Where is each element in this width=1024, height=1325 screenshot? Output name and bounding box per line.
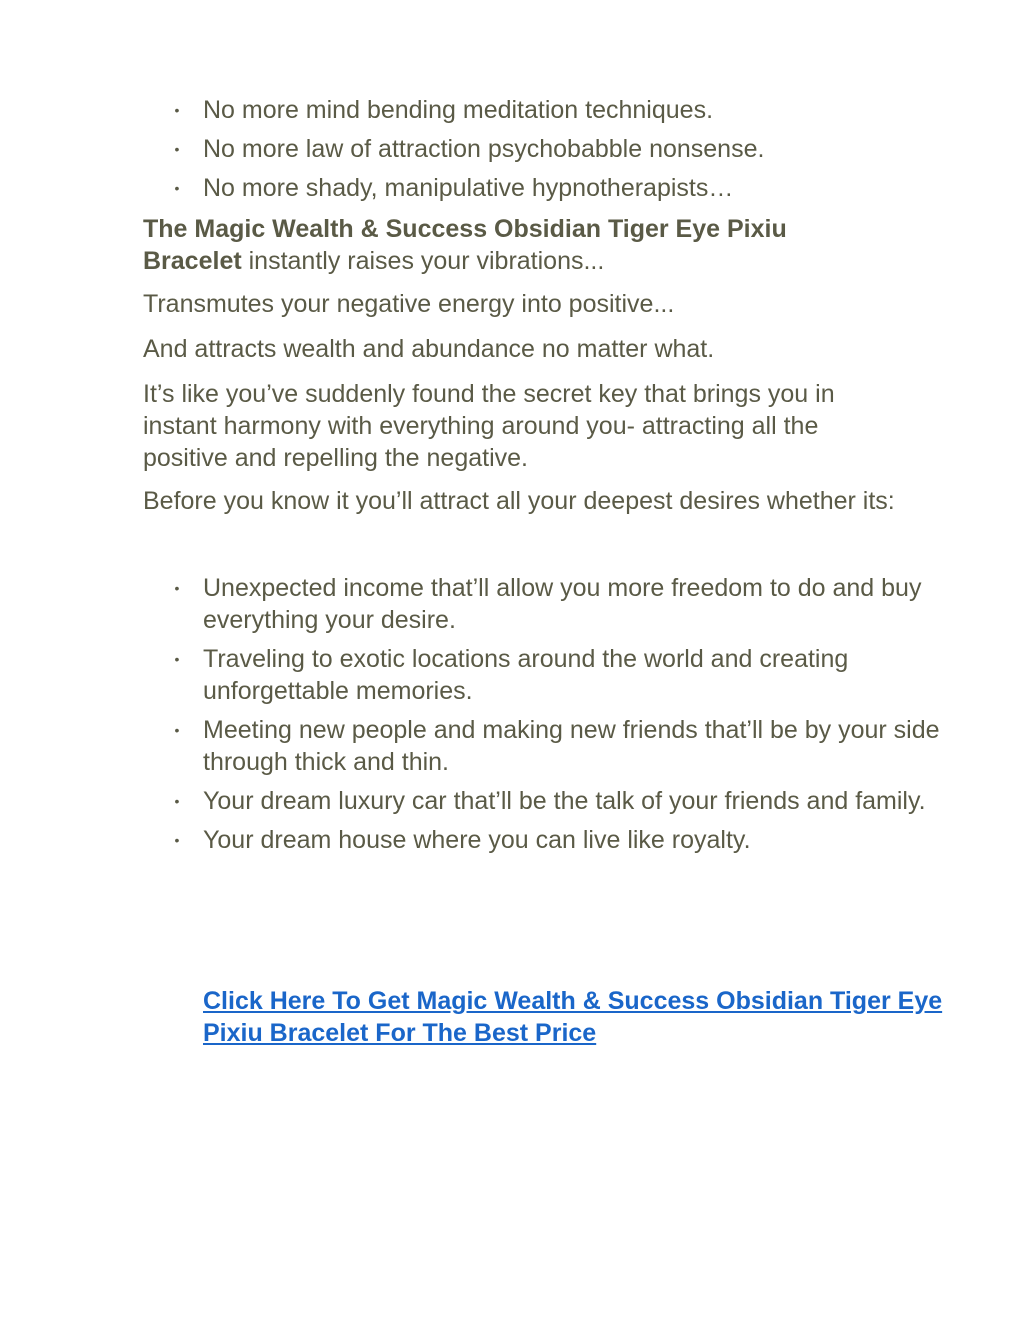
list-item-text: Meeting new people and making new friends that’ll be by your side through thick and thin.: [203, 716, 940, 776]
list-item: [0, 824, 1024, 856]
bullet-icon: •: [174, 141, 180, 157]
list-item-text: Your dream luxury car that’ll be the talk of your friends and family.: [203, 787, 926, 815]
list-item: [0, 714, 1024, 778]
list-item-text: Traveling to exotic locations around the world and creating unforgettable memories.: [203, 645, 849, 705]
bullet-icon: •: [174, 793, 180, 809]
list-item-text: Your dream house where you can live like royalty.: [203, 826, 751, 854]
list-item-text: No more mind bending meditation techniques.: [203, 96, 714, 124]
paragraph: It’s like you’ve suddenly found the secret key that brings you in instant harmony with everything around you- attracting all the positive and repelling the negative.: [143, 380, 835, 472]
bullet-icon: •: [174, 180, 180, 196]
list-item: [0, 643, 1024, 707]
bullet-icon: •: [174, 102, 180, 118]
top-bullet-list: [0, 94, 1024, 211]
paragraph: Before you know it you’ll attract all your deepest desires whether its:: [143, 487, 895, 515]
list-item: [0, 172, 1024, 204]
list-item-text: No more law of attraction psychobabble nonsense.: [203, 135, 765, 163]
list-item: [0, 572, 1024, 636]
bullet-icon: •: [174, 651, 180, 667]
list-item-text: Unexpected income that’ll allow you more freedom to do and buy everything your desire.: [203, 574, 922, 634]
intro-rest: instantly raises your vibrations...: [241, 247, 605, 275]
list-item: [0, 94, 1024, 126]
paragraph: Transmutes your negative energy into positive...: [143, 290, 675, 318]
product-name: The Magic Wealth & Success Obsidian Tiger Eye Pixiu Bracelet: [143, 215, 787, 275]
list-item: [0, 785, 1024, 817]
bullet-icon: •: [174, 832, 180, 848]
intro-paragraph: [143, 213, 873, 277]
bullet-icon: •: [174, 580, 180, 596]
buy-link[interactable]: Click Here To Get Magic Wealth & Success Obsidian Tiger Eye Pixiu Bracelet For The Best Price: [203, 987, 943, 1047]
list-item-text: No more shady, manipulative hypnotherapists…: [203, 174, 734, 202]
desires-bullet-list: [0, 572, 1024, 863]
paragraph: And attracts wealth and abundance no matter what.: [143, 335, 715, 363]
bullet-icon: •: [174, 722, 180, 738]
list-item: [0, 133, 1024, 165]
